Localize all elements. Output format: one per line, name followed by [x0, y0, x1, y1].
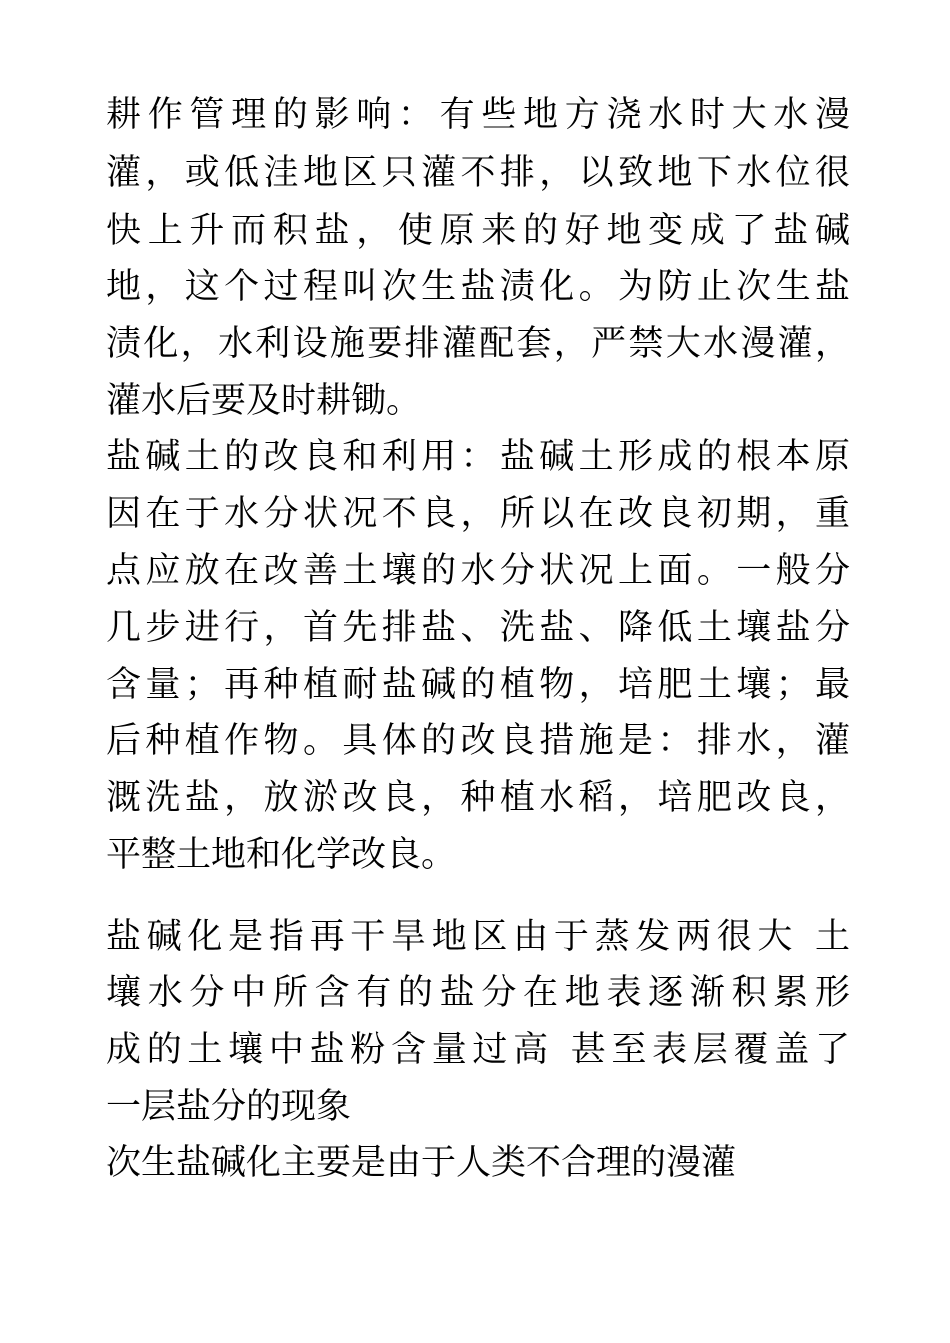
text-line: 含量；再种植耐盐碱的植物，培肥土壤；最	[106, 665, 850, 705]
text-line: 点应放在改善土壤的水分状况上面。一般分	[106, 551, 850, 591]
text-line: 盐碱土的改良和利用：盐碱土形成的根本原	[106, 437, 850, 477]
text-line: 次生盐碱化主要是由于人类不合理的漫灌	[106, 1143, 737, 1183]
text-line: 灌水后要及时耕锄。	[106, 381, 422, 421]
text-line: 耕作管理的影响：有些地方浇水时大水漫	[106, 95, 850, 135]
text-line: 成的土壤中盐粉含量过高 甚至表层覆盖了	[106, 1030, 850, 1070]
text-line: 几步进行，首先排盐、洗盐、降低土壤盐分	[106, 608, 850, 648]
text-line: 地，这个过程叫次生盐渍化。为防止次生盐	[106, 267, 850, 307]
text-line: 一层盐分的现象	[106, 1087, 352, 1127]
text-line: 快上升而积盐，使原来的好地变成了盐碱	[106, 211, 850, 251]
text-line: 盐碱化是指再干旱地区由于蒸发两很大 土	[106, 917, 850, 957]
text-line: 壤水分中所含有的盐分在地表逐渐积累形	[106, 973, 850, 1013]
text-line: 后种植作物。具体的改良措施是：排水，灌	[106, 721, 850, 761]
text-line: 因在于水分状况不良，所以在改良初期，重	[106, 494, 850, 534]
text-line: 平整土地和化学改良。	[106, 835, 457, 875]
text-line: 溉洗盐，放淤改良，种植水稻，培肥改良，	[106, 778, 850, 818]
text-line: 灌，或低洼地区只灌不排，以致地下水位很	[106, 153, 850, 193]
text-line: 渍化，水利设施要排灌配套，严禁大水漫灌，	[106, 324, 850, 364]
